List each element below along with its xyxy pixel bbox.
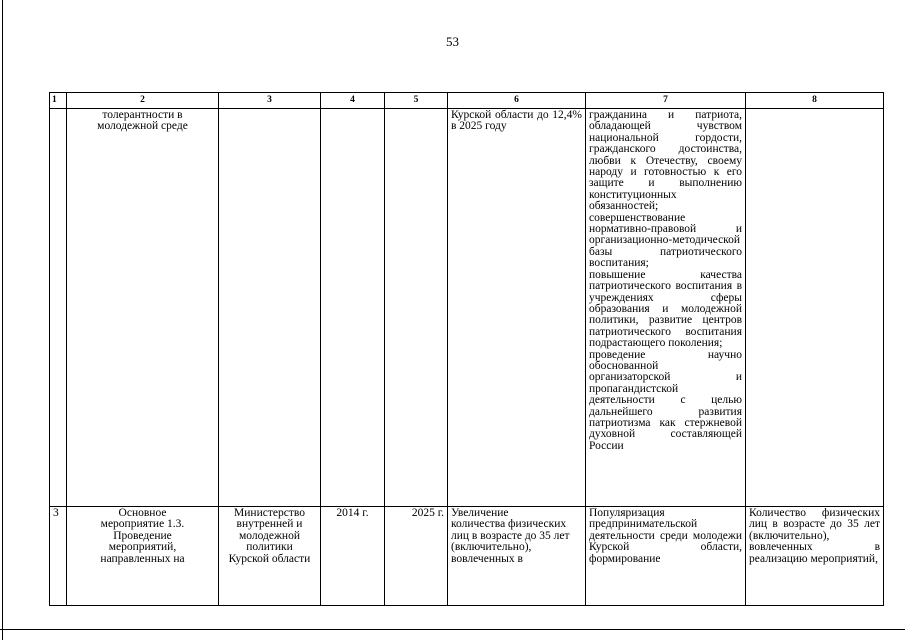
cell-start-year [321,109,385,507]
table-header-row [50,93,884,109]
cell-main-directions: гражданина и патриота, обладающей чувством национальной гордости, гражданского достоинства, любви к Отечеству, своему народу и готовностью к его защите и выполнению конституционных обязанностей; совершенствование нормативно-правовой и организационно-методической базы патриотического воспитания; повышение качества патриотического воспитания в учреждениях сферы образования и молодежной политики, развитие центров патриотического воспитания подрастающего поколения; проведение научно обоснованной организаторской и пропагандистской деятельности с целью дальнейшего развития патриотизма как стержневой духовной составляющей России [586,109,746,507]
page-frame-bottom-line [0,629,905,630]
cell-expected-result: Увеличение количества физических лиц в возрасте до 35 лет (включительно), вовлеченных в [448,507,586,606]
header-cell-7: 7 [586,93,746,109]
cell-number [50,109,67,507]
table-row-3 [50,507,884,606]
header-cell-6: 6 [448,93,586,109]
cell-end-year [385,109,448,507]
cell-indicator: Количество физических лиц в возрасте до 35 лет (включительно), вовлеченных в реализацию мероприятий, [746,507,884,606]
cell-end-year: 2025 г. [385,507,448,606]
header-cell-8: 8 [746,93,884,109]
cell-executor [219,109,321,507]
cell-measure-name: толерантности в молодежной среде [67,109,219,507]
cell-number: 3 [50,507,67,606]
header-cell-1: 1 [50,93,67,109]
cell-indicator [746,109,884,507]
program-measures-table [49,92,884,606]
page-number: 53 [446,34,459,49]
header-cell-4: 4 [321,93,385,109]
header-cell-2: 2 [67,93,219,109]
header-cell-5: 5 [385,93,448,109]
cell-main-directions: Популяризация предпринимательской деятельности среди молодежи Курской области, формирование [586,507,746,606]
page-frame-left-line [2,0,3,640]
cell-start-year: 2014 г. [321,507,385,606]
header-cell-3: 3 [219,93,321,109]
cell-expected-result: Курской области до 12,4% в 2025 году [448,109,586,507]
cell-executor: Министерство внутренней и молодежной политики Курской области [219,507,321,606]
cell-measure-name: Основное мероприятие 1.3. Проведение мероприятий, направленных на [67,507,219,606]
table-row-continuation [50,109,884,507]
